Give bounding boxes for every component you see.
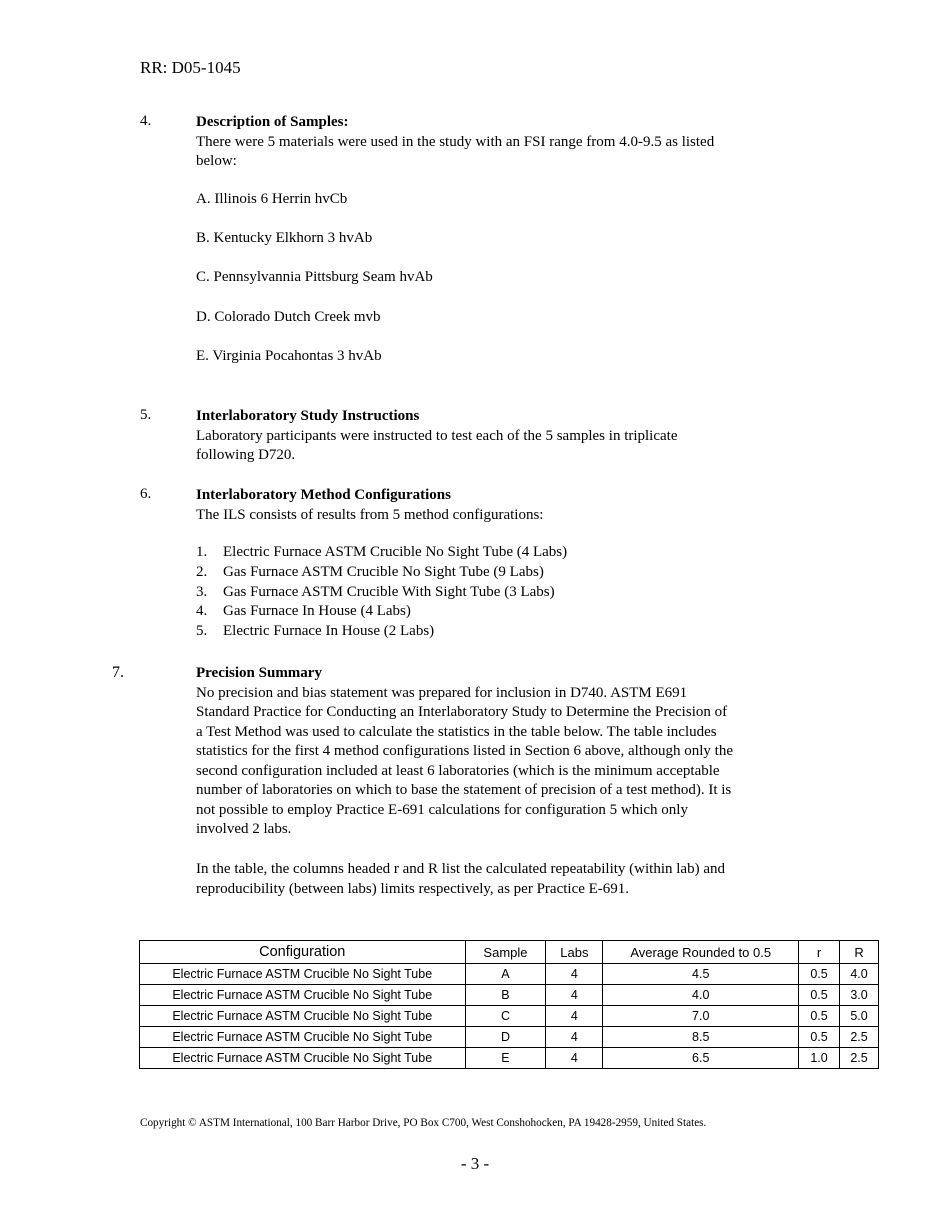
section-7-para2-line: reproducibility (between labs) limits respectively, as per Practice E-691. — [196, 880, 630, 897]
table-cell: Electric Furnace ASTM Crucible No Sight Tube — [140, 985, 466, 1006]
section-5 — [196, 407, 836, 466]
section-7-para1-line: Standard Practice for Conducting an Interlaboratory Study to Determine the Precision of — [196, 704, 728, 720]
config-number: 5. — [196, 623, 208, 639]
table-row — [140, 1027, 879, 1048]
config-text: Gas Furnace In House (4 Labs) — [223, 603, 411, 619]
copyright-notice: Copyright © ASTM International, 100 Barr Harbor Drive, PO Box C700, West Conshohocken, PA 19428-2959, United States. — [140, 1117, 707, 1129]
section-4 — [196, 113, 836, 172]
section-4-body-line: below: — [196, 153, 237, 169]
table-cell: Electric Furnace ASTM Crucible No Sight Tube — [140, 1027, 466, 1048]
table-cell: Electric Furnace ASTM Crucible No Sight Tube — [140, 964, 466, 985]
config-number: 1. — [196, 544, 208, 560]
table-cell: 4 — [546, 1027, 603, 1048]
column-header: R — [840, 941, 879, 964]
table-cell: A — [465, 964, 546, 985]
sample-item: A. Illinois 6 Herrin hvCb — [196, 191, 348, 207]
section-7-para2-line: In the table, the columns headed r and R list the calculated repeatability (within lab) and — [196, 861, 725, 877]
table-cell: 4.5 — [603, 964, 799, 985]
column-header: Configuration — [140, 941, 466, 964]
section-7-para1-line: statistics for the first 4 method configurations listed in Section 6 above, although only the — [196, 743, 733, 759]
section-7-number: 7. — [112, 664, 124, 681]
config-list-item — [196, 603, 411, 620]
section-4-title: Description of Samples: — [196, 114, 349, 130]
section-7-para1-line: a Test Method was used to calculate the statistics in the table below. The table includes — [196, 723, 717, 740]
sample-item: B. Kentucky Elkhorn 3 hvAb — [196, 230, 373, 246]
config-list-item — [196, 584, 555, 601]
table-cell: 3.0 — [840, 985, 879, 1006]
section-5-title: Interlaboratory Study Instructions — [196, 408, 420, 424]
table-cell: 2.5 — [840, 1048, 879, 1069]
table-cell: 4 — [546, 1048, 603, 1069]
config-number: 2. — [196, 564, 208, 580]
table-cell: 4.0 — [603, 985, 799, 1006]
table-cell: C — [465, 1006, 546, 1027]
document-reference: RR: D05-1045 — [140, 58, 241, 77]
config-list-item — [196, 544, 567, 561]
section-5-number: 5. — [140, 407, 152, 423]
config-text: Gas Furnace ASTM Crucible No Sight Tube (9 Labs) — [223, 564, 544, 580]
table-cell: B — [465, 985, 546, 1006]
table-cell: 4 — [546, 985, 603, 1006]
config-number: 3. — [196, 584, 208, 600]
table-cell: 1.0 — [799, 1048, 840, 1069]
table-cell: Electric Furnace ASTM Crucible No Sight Tube — [140, 1006, 466, 1027]
section-5-body-line: following D720. — [196, 447, 296, 463]
table-cell: 2.5 — [840, 1027, 879, 1048]
table-row — [140, 1048, 879, 1069]
section-7-para1-line: not possible to employ Practice E-691 calculations for configuration 5 which only — [196, 801, 688, 818]
column-header: Average Rounded to 0.5 — [603, 941, 799, 964]
section-4-number: 4. — [140, 113, 152, 129]
section-7 — [196, 664, 836, 840]
table-cell: 0.5 — [799, 964, 840, 985]
section-5-body-line: Laboratory participants were instructed to test each of the 5 samples in triplicate — [196, 427, 678, 444]
section-7-para1-line: number of laboratories on which to base the statement of precision of a test method). It is — [196, 782, 732, 798]
table-row — [140, 1006, 879, 1027]
config-text: Gas Furnace ASTM Crucible With Sight Tube (3 Labs) — [223, 584, 555, 600]
table-header-row — [140, 941, 879, 964]
config-text: Electric Furnace ASTM Crucible No Sight Tube (4 Labs) — [223, 544, 568, 560]
config-list-item — [196, 623, 434, 640]
table-cell: 4 — [546, 1006, 603, 1027]
section-7-para2 — [196, 860, 836, 899]
column-header: Labs — [546, 941, 603, 964]
sample-item: C. Pennsylvannia Pittsburg Seam hvAb — [196, 269, 433, 285]
table-cell: D — [465, 1027, 546, 1048]
column-header: Sample — [465, 941, 546, 964]
section-6-title: Interlaboratory Method Configurations — [196, 487, 451, 503]
section-4-body-line: There were 5 materials were used in the study with an FSI range from 4.0-9.5 as listed — [196, 133, 715, 150]
sample-item: D. Colorado Dutch Creek mvb — [196, 309, 381, 325]
table-cell: 6.5 — [603, 1048, 799, 1069]
table-row — [140, 985, 879, 1006]
table-cell: 0.5 — [799, 1006, 840, 1027]
section-7-para1-line: involved 2 labs. — [196, 821, 292, 837]
section-7-para1-line: second configuration included at least 6 laboratories (which is the minimum acceptable — [196, 762, 720, 779]
table-cell: 8.5 — [603, 1027, 799, 1048]
table-cell: 0.5 — [799, 1027, 840, 1048]
table-row — [140, 964, 879, 985]
table-cell: 4 — [546, 964, 603, 985]
config-list-item — [196, 564, 544, 581]
config-number: 4. — [196, 603, 208, 619]
sample-item: E. Virginia Pocahontas 3 hvAb — [196, 348, 382, 364]
section-7-para1-line: No precision and bias statement was prepared for inclusion in D740. ASTM E691 — [196, 684, 688, 701]
section-7-title: Precision Summary — [196, 665, 322, 681]
section-6 — [196, 486, 836, 525]
table-cell: Electric Furnace ASTM Crucible No Sight Tube — [140, 1048, 466, 1069]
section-6-number: 6. — [140, 486, 152, 502]
config-text: Electric Furnace In House (2 Labs) — [223, 623, 435, 639]
table-cell: 0.5 — [799, 985, 840, 1006]
table-cell: 7.0 — [603, 1006, 799, 1027]
table-cell: E — [465, 1048, 546, 1069]
page-number: - 3 - — [460, 1154, 490, 1173]
precision-table — [139, 940, 879, 1069]
section-6-body: The ILS consists of results from 5 method configurations: — [196, 506, 544, 523]
table-cell: 5.0 — [840, 1006, 879, 1027]
table-cell: 4.0 — [840, 964, 879, 985]
column-header: r — [799, 941, 840, 964]
